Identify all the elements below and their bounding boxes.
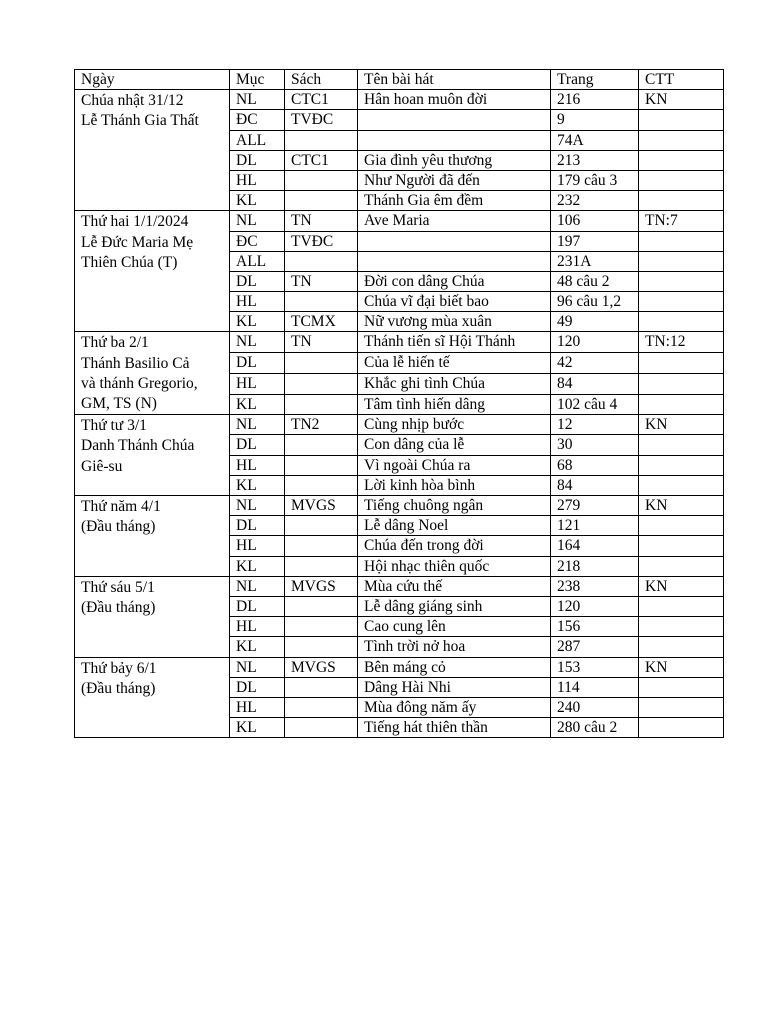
song-title-cell: Mùa cứu thế xyxy=(358,576,551,596)
ctt-cell xyxy=(639,353,724,374)
ctt-cell xyxy=(639,516,724,536)
trang-cell: 121 xyxy=(551,516,639,536)
sach-cell xyxy=(285,637,358,657)
sach-cell xyxy=(285,251,358,271)
muc-cell: KL xyxy=(230,191,285,211)
trang-cell: 120 xyxy=(551,332,639,353)
muc-cell: NL xyxy=(230,415,285,435)
day-cell xyxy=(75,415,230,496)
day-line: (Đầu tháng) xyxy=(81,598,156,616)
header-row xyxy=(75,70,724,90)
trang-cell: 102 câu 4 xyxy=(551,394,639,415)
sach-cell: TN xyxy=(285,332,358,353)
muc-cell: DL xyxy=(230,271,285,291)
sach-cell: TCMX xyxy=(285,312,358,332)
ctt-cell xyxy=(639,718,724,738)
muc-cell: DL xyxy=(230,435,285,455)
ctt-cell xyxy=(639,373,724,394)
header-sach: Sách xyxy=(285,70,358,90)
trang-cell: 30 xyxy=(551,435,639,455)
song-title-cell: Cao cung lên xyxy=(358,617,551,637)
sach-cell xyxy=(285,556,358,576)
sach-cell: MVGS xyxy=(285,496,358,516)
ctt-cell xyxy=(639,251,724,271)
sach-cell xyxy=(285,435,358,455)
day-cell xyxy=(75,211,230,332)
muc-cell: HL xyxy=(230,617,285,637)
song-title-cell: Bên máng cỏ xyxy=(358,657,551,677)
day-cell xyxy=(75,576,230,657)
ctt-cell: TN:12 xyxy=(639,332,724,353)
table-row xyxy=(75,496,724,516)
muc-cell: NL xyxy=(230,90,285,110)
song-title-cell: Lễ dâng Noel xyxy=(358,516,551,536)
song-title-cell xyxy=(358,231,551,251)
trang-cell: 232 xyxy=(551,191,639,211)
trang-cell: 197 xyxy=(551,231,639,251)
trang-cell: 240 xyxy=(551,697,639,717)
music-schedule-table xyxy=(74,69,724,738)
sach-cell: MVGS xyxy=(285,657,358,677)
day-cell xyxy=(75,90,230,211)
ctt-cell xyxy=(639,697,724,717)
sach-cell: TVĐC xyxy=(285,231,358,251)
trang-cell: 48 câu 2 xyxy=(551,271,639,291)
ctt-cell xyxy=(639,312,724,332)
ctt-cell xyxy=(639,191,724,211)
day-line: Danh Thánh Chúa xyxy=(81,437,195,455)
song-title-cell: Con dâng của lễ xyxy=(358,435,551,455)
song-title-cell: Ave Maria xyxy=(358,211,551,231)
muc-cell: DL xyxy=(230,516,285,536)
trang-cell: 84 xyxy=(551,373,639,394)
sach-cell xyxy=(285,191,358,211)
table-row xyxy=(75,576,724,596)
trang-cell: 179 câu 3 xyxy=(551,170,639,190)
day-line: Thứ hai 1/1/2024 xyxy=(81,213,189,231)
schedule-body xyxy=(75,70,724,738)
muc-cell: KL xyxy=(230,556,285,576)
song-title-cell: Cùng nhịp bước xyxy=(358,415,551,435)
ctt-cell xyxy=(639,130,724,150)
trang-cell: 156 xyxy=(551,617,639,637)
table-row xyxy=(75,657,724,677)
trang-cell: 96 câu 1,2 xyxy=(551,292,639,312)
song-title-cell: Lễ dâng giáng sinh xyxy=(358,596,551,616)
trang-cell: 231A xyxy=(551,251,639,271)
muc-cell: ALL xyxy=(230,130,285,150)
trang-cell: 153 xyxy=(551,657,639,677)
song-title-cell: Thánh Gia êm đềm xyxy=(358,191,551,211)
day-line: Lễ Đức Maria Mẹ xyxy=(81,233,194,251)
ctt-cell xyxy=(639,435,724,455)
ctt-cell xyxy=(639,231,724,251)
trang-cell: 164 xyxy=(551,536,639,556)
muc-cell: DL xyxy=(230,677,285,697)
muc-cell: ALL xyxy=(230,251,285,271)
day-line: (Đầu tháng) xyxy=(81,679,156,697)
sach-cell: TN xyxy=(285,271,358,291)
table-row xyxy=(75,415,724,435)
ctt-cell xyxy=(639,150,724,170)
sach-cell: CTC1 xyxy=(285,90,358,110)
day-line: Thứ sáu 5/1 xyxy=(81,578,155,596)
sach-cell: CTC1 xyxy=(285,150,358,170)
muc-cell: DL xyxy=(230,353,285,374)
muc-cell: NL xyxy=(230,211,285,231)
ctt-cell: KN xyxy=(639,576,724,596)
song-title-cell: Gia đình yêu thương xyxy=(358,150,551,170)
ctt-cell xyxy=(639,475,724,495)
sach-cell xyxy=(285,697,358,717)
ctt-cell xyxy=(639,292,724,312)
day-line: Thiên Chúa (T) xyxy=(81,253,178,271)
ctt-cell xyxy=(639,455,724,475)
muc-cell: NL xyxy=(230,496,285,516)
day-line: GM, TS (N) xyxy=(81,395,157,413)
trang-cell: 280 câu 2 xyxy=(551,718,639,738)
muc-cell: DL xyxy=(230,150,285,170)
table-row xyxy=(75,211,724,231)
day-line: (Đầu tháng) xyxy=(81,518,156,536)
trang-cell: 120 xyxy=(551,596,639,616)
song-title-cell: Hân hoan muôn đời xyxy=(358,90,551,110)
sach-cell xyxy=(285,617,358,637)
trang-cell: 49 xyxy=(551,312,639,332)
song-title-cell: Tiếng hát thiên thần xyxy=(358,718,551,738)
song-title-cell: Lời kinh hòa bình xyxy=(358,475,551,495)
sach-cell xyxy=(285,170,358,190)
sach-cell xyxy=(285,475,358,495)
muc-cell: HL xyxy=(230,536,285,556)
song-title-cell: Nữ vương mùa xuân xyxy=(358,312,551,332)
sach-cell xyxy=(285,718,358,738)
song-title-cell xyxy=(358,110,551,130)
muc-cell: DL xyxy=(230,596,285,616)
sach-cell xyxy=(285,596,358,616)
muc-cell: ĐC xyxy=(230,231,285,251)
trang-cell: 216 xyxy=(551,90,639,110)
header-ngay: Ngày xyxy=(75,70,230,90)
song-title-cell xyxy=(358,251,551,271)
sach-cell xyxy=(285,455,358,475)
song-title-cell: Vì ngoài Chúa ra xyxy=(358,455,551,475)
header-muc: Mục xyxy=(230,70,285,90)
trang-cell: 42 xyxy=(551,353,639,374)
sach-cell xyxy=(285,353,358,374)
day-line: Thứ tư 3/1 xyxy=(81,417,147,435)
ctt-cell xyxy=(639,596,724,616)
song-title-cell: Thánh tiến sĩ Hội Thánh xyxy=(358,332,551,353)
ctt-cell xyxy=(639,110,724,130)
song-title-cell xyxy=(358,130,551,150)
muc-cell: NL xyxy=(230,576,285,596)
muc-cell: HL xyxy=(230,373,285,394)
song-title-cell: Tình trời nở hoa xyxy=(358,637,551,657)
day-cell xyxy=(75,657,230,738)
ctt-cell xyxy=(639,170,724,190)
trang-cell: 114 xyxy=(551,677,639,697)
day-line: Thứ năm 4/1 xyxy=(81,498,161,515)
sach-cell: TVĐC xyxy=(285,110,358,130)
muc-cell: KL xyxy=(230,718,285,738)
trang-cell: 218 xyxy=(551,556,639,576)
day-cell xyxy=(75,496,230,577)
muc-cell: HL xyxy=(230,170,285,190)
ctt-cell: KN xyxy=(639,657,724,677)
trang-cell: 287 xyxy=(551,637,639,657)
ctt-cell xyxy=(639,637,724,657)
header-ten-bai-hat: Tên bài hát xyxy=(358,70,551,90)
sach-cell: TN2 xyxy=(285,415,358,435)
song-title-cell: Chúa đến trong đời xyxy=(358,536,551,556)
muc-cell: HL xyxy=(230,292,285,312)
muc-cell: KL xyxy=(230,312,285,332)
trang-cell: 238 xyxy=(551,576,639,596)
muc-cell: HL xyxy=(230,455,285,475)
trang-cell: 74A xyxy=(551,130,639,150)
song-title-cell: Chúa vĩ đại biết bao xyxy=(358,292,551,312)
trang-cell: 9 xyxy=(551,110,639,130)
song-title-cell: Đời con dâng Chúa xyxy=(358,271,551,291)
day-line: Chúa nhật 31/12 xyxy=(81,92,184,110)
sach-cell xyxy=(285,394,358,415)
muc-cell: KL xyxy=(230,394,285,415)
muc-cell: NL xyxy=(230,332,285,353)
sach-cell: TN xyxy=(285,211,358,231)
ctt-cell xyxy=(639,271,724,291)
sach-cell xyxy=(285,292,358,312)
day-cell xyxy=(75,332,230,415)
trang-cell: 106 xyxy=(551,211,639,231)
muc-cell: NL xyxy=(230,657,285,677)
trang-cell: 84 xyxy=(551,475,639,495)
day-line: Lễ Thánh Gia Thất xyxy=(81,112,199,130)
header-ctt: CTT xyxy=(639,70,724,90)
song-title-cell: Hội nhạc thiên quốc xyxy=(358,556,551,576)
trang-cell: 68 xyxy=(551,455,639,475)
sach-cell xyxy=(285,516,358,536)
muc-cell: KL xyxy=(230,475,285,495)
ctt-cell xyxy=(639,556,724,576)
day-line: và thánh Gregorio, xyxy=(81,374,198,392)
day-line: Thứ ba 2/1 xyxy=(81,334,149,352)
day-line: Thứ bảy 6/1 xyxy=(81,659,157,677)
song-title-cell: Tâm tình hiến dâng xyxy=(358,394,551,415)
song-title-cell: Mùa đông năm ấy xyxy=(358,697,551,717)
ctt-cell xyxy=(639,536,724,556)
sach-cell: MVGS xyxy=(285,576,358,596)
day-line: Thánh Basilio Cả xyxy=(81,354,190,372)
table-row xyxy=(75,90,724,110)
muc-cell: HL xyxy=(230,697,285,717)
table-row xyxy=(75,332,724,353)
header-trang: Trang xyxy=(551,70,639,90)
day-line: Giê-su xyxy=(81,457,123,475)
song-title-cell: Như Người đã đến xyxy=(358,170,551,190)
ctt-cell xyxy=(639,677,724,697)
muc-cell: ĐC xyxy=(230,110,285,130)
ctt-cell: TN:7 xyxy=(639,211,724,231)
sach-cell xyxy=(285,677,358,697)
ctt-cell: KN xyxy=(639,415,724,435)
sach-cell xyxy=(285,130,358,150)
trang-cell: 279 xyxy=(551,496,639,516)
trang-cell: 12 xyxy=(551,415,639,435)
sach-cell xyxy=(285,536,358,556)
muc-cell: KL xyxy=(230,637,285,657)
song-title-cell: Dâng Hài Nhi xyxy=(358,677,551,697)
song-title-cell: Khắc ghi tình Chúa xyxy=(358,373,551,394)
ctt-cell xyxy=(639,617,724,637)
song-title-cell: Của lễ hiến tế xyxy=(358,353,551,374)
ctt-cell xyxy=(639,394,724,415)
ctt-cell: KN xyxy=(639,90,724,110)
ctt-cell: KN xyxy=(639,496,724,516)
trang-cell: 213 xyxy=(551,150,639,170)
sach-cell xyxy=(285,373,358,394)
song-title-cell: Tiếng chuông ngân xyxy=(358,496,551,516)
